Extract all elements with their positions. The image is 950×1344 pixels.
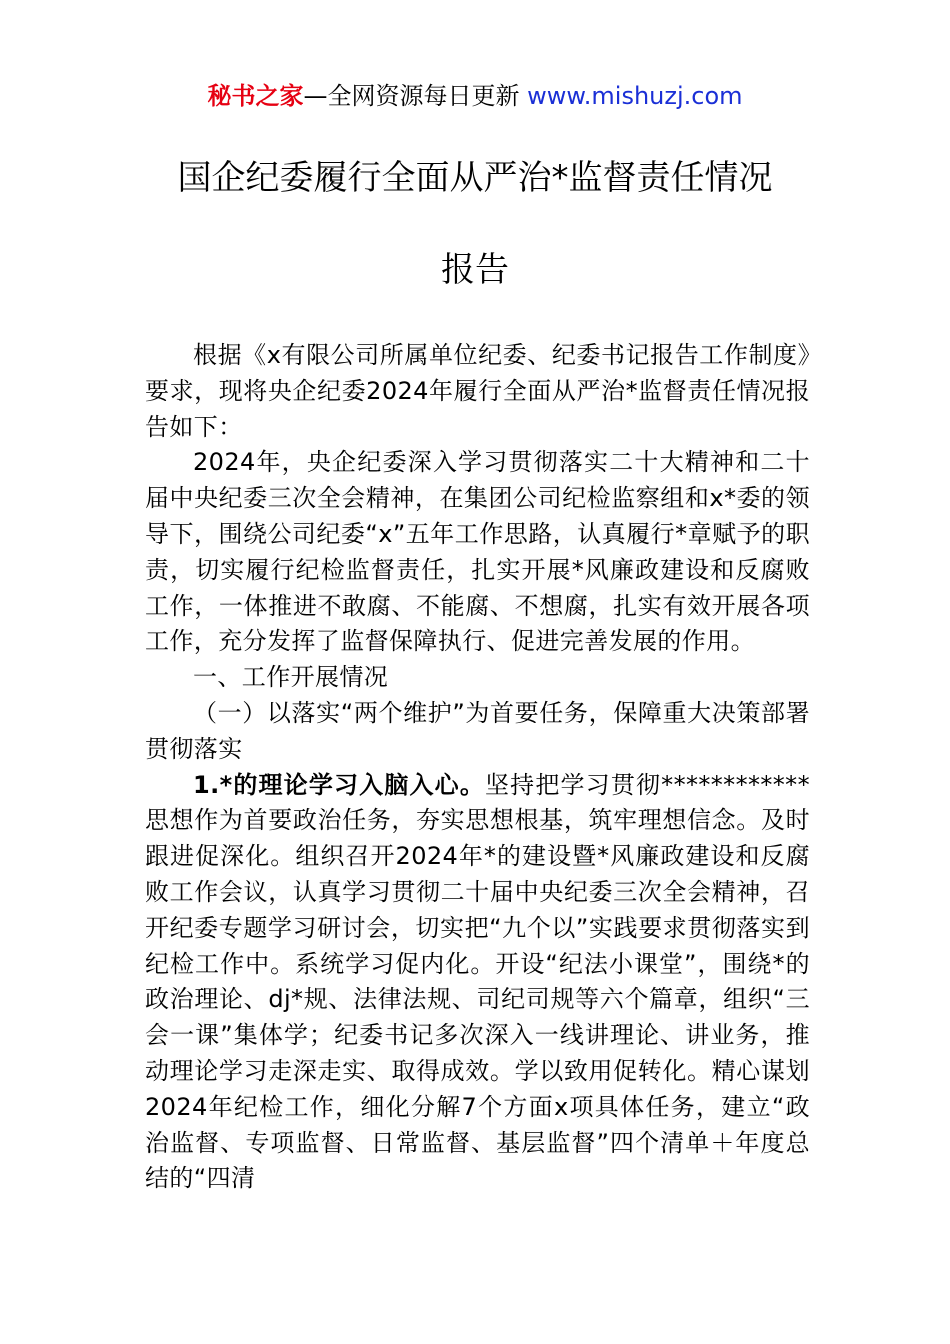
site-banner bbox=[0, 80, 950, 112]
site-tagline: —全网资源每日更新 bbox=[303, 82, 520, 110]
paragraph-intro: 根据《x有限公司所属单位纪委、纪委书记报告工作制度》要求，现将央企纪委2024年履行全面从严治*监督责任情况报告如下： bbox=[145, 341, 810, 441]
section-heading-1: 一、工作开展情况 bbox=[193, 663, 389, 692]
document-title-line-1: 国企纪委履行全面从严治*监督责任情况 bbox=[177, 158, 773, 198]
document-body bbox=[145, 338, 810, 1197]
item-1-lead: 1.*的理论学习入脑入心。 bbox=[193, 770, 486, 799]
paragraph-item-1 bbox=[145, 768, 810, 1198]
paragraph-overview: 2024年，央企纪委深入学习贯彻落实二十大精神和二十届中央纪委三次全会精神，在集团公司纪检监察组和x*委的领导下，围绕公司纪委“x”五年工作思路，认真履行*章赋予的职责，切实履行纪检监督责任，扎实开展*风廉政建设和反腐败工作，一体推进不敢腐、不能腐、不想腐，扎实有效开展各项工作，充分发挥了监督保障执行、促进完善发展的作用。 bbox=[145, 448, 810, 656]
item-1-text: 坚持把学习贯彻************思想作为首要政治任务，夯实思想根基，筑牢理想信念。及时跟进促深化。组织召开2024年*的建设暨*风廉政建设和反腐败工作会议，认真学习贯彻二十届中央纪委三次全会精神，召开纪委专题学习研讨会，切实把“九个以”实践要求贯彻落实到纪检工作中。系统学习促内化。开设“纪法小课堂”，围绕*的政治理论、dj*规、法律法规、司纪司规等六个篇章，组织“三会一课”集体学；纪委书记多次深入一线讲理论、讲业务，推动理论学习走深走实、取得成效。学以致用促转化。精心谋划2024年纪检工作，细化分解7个方面x项具体任务，建立“政治监督、专项监督、日常监督、基层监督”四个清单＋年度总结的“四清 bbox=[145, 770, 810, 1193]
document-title-line-2: 报告 bbox=[441, 250, 509, 290]
subsection-heading-1: （一）以落实“两个维护”为首要任务，保障重大决策部署贯彻落实 bbox=[145, 698, 810, 763]
site-url-link[interactable]: www.mishuzj.com bbox=[527, 82, 743, 110]
site-brand: 秘书之家 bbox=[207, 82, 304, 110]
